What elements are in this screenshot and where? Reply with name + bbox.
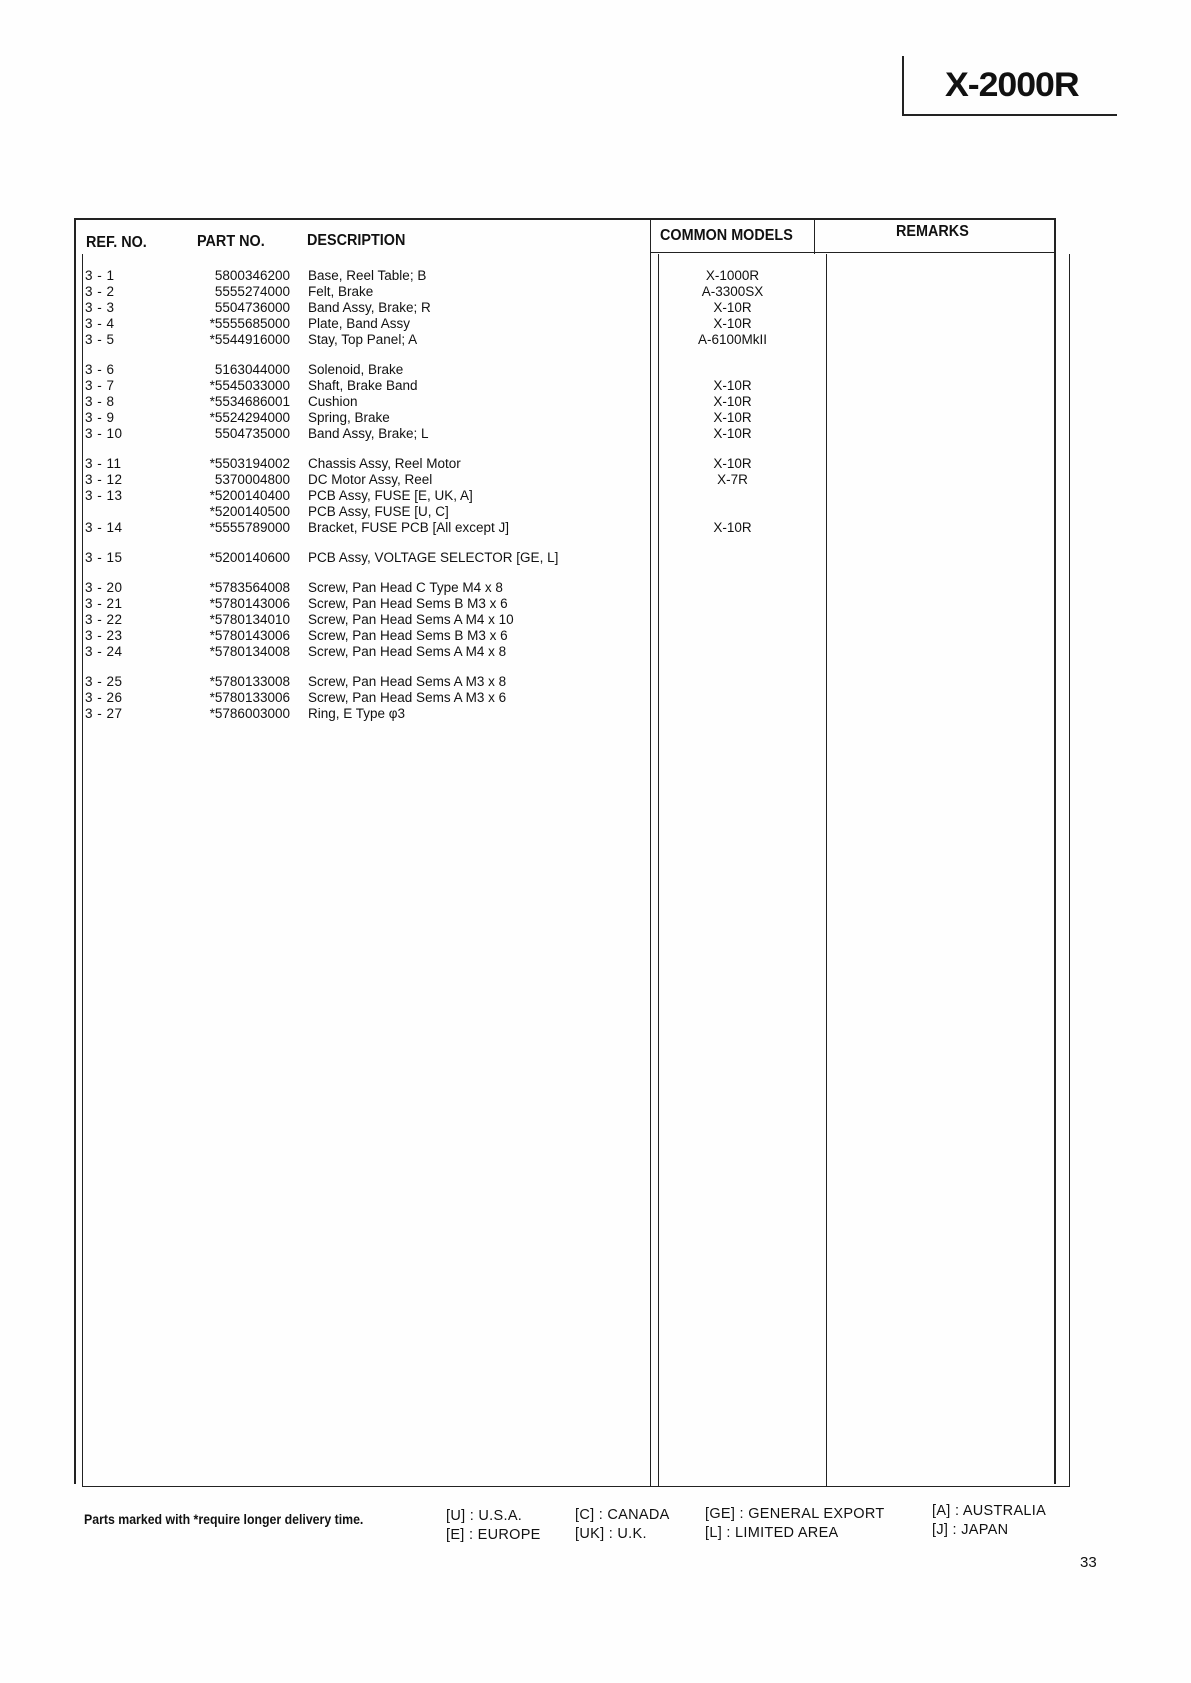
ref-no-cell: 3 - 23 <box>85 628 123 643</box>
description-cell: Bracket, FUSE PCB [All except J] <box>308 520 510 535</box>
legend-item: [J] : JAPAN <box>932 1522 1009 1538</box>
legend-item: [C] : CANADA <box>575 1507 670 1523</box>
ref-no-cell: 3 - 2 <box>85 284 115 299</box>
table-row <box>0 550 1191 566</box>
description-cell: Plate, Band Assy <box>308 316 411 331</box>
part-no-cell: *5780143006 <box>209 596 290 611</box>
ref-no-cell: 3 - 14 <box>85 520 123 535</box>
table-row <box>0 488 1191 504</box>
part-no-cell: *5786003000 <box>209 706 290 721</box>
header-common-models: COMMON MODELS <box>660 227 793 244</box>
ref-no-cell: 3 - 21 <box>85 596 123 611</box>
common-model-cell: X-10R <box>713 378 752 393</box>
description-cell: Solenoid, Brake <box>308 362 404 377</box>
description-cell: Screw, Pan Head Sems A M3 x 8 <box>308 674 507 689</box>
part-no-cell: *5200140400 <box>209 488 290 503</box>
ref-no-cell: 3 - 4 <box>85 316 115 331</box>
table-row <box>0 628 1191 644</box>
description-cell: Screw, Pan Head Sems A M4 x 8 <box>308 644 507 659</box>
table-body <box>0 268 1191 722</box>
delivery-note: Parts marked with *require longer delivery time. <box>84 1511 364 1527</box>
ref-no-cell: 3 - 1 <box>85 268 115 283</box>
ref-no-cell: 3 - 11 <box>85 456 122 471</box>
description-cell: Spring, Brake <box>308 410 390 425</box>
table-row <box>0 394 1191 410</box>
table-row <box>0 300 1191 316</box>
part-no-cell: *5200140500 <box>209 504 290 519</box>
ref-no-cell: 3 - 8 <box>85 394 115 409</box>
legend-item: [UK] : U.K. <box>575 1526 647 1542</box>
table-row <box>0 690 1191 706</box>
ref-no-cell: 3 - 20 <box>85 580 123 595</box>
part-no-cell: *5524294000 <box>209 410 290 425</box>
region-legend-col-1 <box>446 1507 541 1545</box>
header-rule <box>650 252 1056 253</box>
table-row <box>0 644 1191 660</box>
part-no-cell: *5503194002 <box>209 456 290 471</box>
description-cell: Screw, Pan Head C Type M4 x 8 <box>308 580 503 595</box>
common-model-cell: X-10R <box>713 394 752 409</box>
common-model-cell: X-7R <box>717 472 748 487</box>
part-no-cell: 5555274000 <box>214 284 290 299</box>
legend-item: [L] : LIMITED AREA <box>705 1525 839 1541</box>
ref-no-cell: 3 - 13 <box>85 488 123 503</box>
page-number: 33 <box>1080 1554 1097 1571</box>
common-model-cell: X-10R <box>713 456 752 471</box>
part-no-cell: *5780134010 <box>209 612 290 627</box>
ref-no-cell: 3 - 15 <box>85 550 123 565</box>
description-cell: Ring, E Type φ3 <box>308 706 406 721</box>
description-cell: PCB Assy, FUSE [E, UK, A] <box>308 488 473 503</box>
part-no-cell: 5163044000 <box>214 362 290 377</box>
table-row <box>0 596 1191 612</box>
description-cell: Shaft, Brake Band <box>308 378 418 393</box>
header-ref-no: REF. NO. <box>86 234 147 251</box>
part-no-cell: *5783564008 <box>209 580 290 595</box>
description-cell: PCB Assy, VOLTAGE SELECTOR [GE, L] <box>308 550 559 565</box>
ref-no-cell: 3 - 7 <box>85 378 115 393</box>
description-cell: Screw, Pan Head Sems B M3 x 6 <box>308 596 508 611</box>
description-cell: Chassis Assy, Reel Motor <box>308 456 461 471</box>
part-no-cell: *5780133006 <box>209 690 290 705</box>
model-title: X-2000R <box>945 66 1079 104</box>
description-cell: Screw, Pan Head Sems B M3 x 6 <box>308 628 508 643</box>
table-row <box>0 674 1191 690</box>
ref-no-cell: 3 - 6 <box>85 362 115 377</box>
part-no-cell: 5370004800 <box>214 472 290 487</box>
region-legend-col-3 <box>705 1505 885 1543</box>
legend-item: [U] : U.S.A. <box>446 1508 523 1524</box>
common-model-cell: X-10R <box>713 410 752 425</box>
description-cell: Band Assy, Brake; L <box>308 426 429 441</box>
region-legend-col-4 <box>932 1502 1046 1540</box>
table-row <box>0 332 1191 348</box>
ref-no-cell: 3 - 27 <box>85 706 123 721</box>
ref-no-cell: 3 - 24 <box>85 644 123 659</box>
description-cell: Felt, Brake <box>308 284 374 299</box>
table-row <box>0 284 1191 300</box>
common-model-cell: X-10R <box>713 426 752 441</box>
legend-item: [E] : EUROPE <box>446 1527 541 1543</box>
table-row <box>0 316 1191 332</box>
part-no-cell: 5504735000 <box>214 426 290 441</box>
part-no-cell: *5780134008 <box>209 644 290 659</box>
description-cell: PCB Assy, FUSE [U, C] <box>308 504 449 519</box>
region-legend-col-2 <box>575 1506 670 1544</box>
part-no-cell: 5800346200 <box>214 268 290 283</box>
table-row <box>0 612 1191 628</box>
common-model-cell: A-6100MkII <box>697 332 768 347</box>
table-row <box>0 362 1191 378</box>
table-row <box>0 504 1191 520</box>
description-cell: Screw, Pan Head Sems A M4 x 10 <box>308 612 514 627</box>
part-no-cell: *5555789000 <box>209 520 290 535</box>
description-cell: Band Assy, Brake; R <box>308 300 431 315</box>
header-part-no: PART NO. <box>197 233 265 250</box>
description-cell: Stay, Top Panel; A <box>308 332 418 347</box>
table-row <box>0 706 1191 722</box>
description-cell: Cushion <box>308 394 358 409</box>
ref-no-cell: 3 - 3 <box>85 300 115 315</box>
header-remarks: REMARKS <box>896 223 969 240</box>
common-model-cell: X-1000R <box>705 268 760 283</box>
common-model-cell: X-10R <box>713 520 752 535</box>
ref-no-cell: 3 - 25 <box>85 674 123 689</box>
table-row <box>0 268 1191 284</box>
common-model-cell: X-10R <box>713 300 752 315</box>
ref-no-cell: 3 - 12 <box>85 472 123 487</box>
common-model-cell: X-10R <box>713 316 752 331</box>
common-model-cell: A-3300SX <box>701 284 764 299</box>
ref-no-cell: 3 - 26 <box>85 690 123 705</box>
table-row <box>0 520 1191 536</box>
description-cell: DC Motor Assy, Reel <box>308 472 433 487</box>
ref-no-cell: 3 - 9 <box>85 410 115 425</box>
description-cell: Base, Reel Table; B <box>308 268 427 283</box>
description-cell: Screw, Pan Head Sems A M3 x 6 <box>308 690 507 705</box>
part-no-cell: *5780143006 <box>209 628 290 643</box>
part-no-cell: *5555685000 <box>209 316 290 331</box>
legend-item: [A] : AUSTRALIA <box>932 1503 1047 1519</box>
table-row <box>0 410 1191 426</box>
ref-no-cell: 3 - 5 <box>85 332 115 347</box>
ref-no-cell: 3 - 10 <box>85 426 123 441</box>
ref-no-cell: 3 - 22 <box>85 612 123 627</box>
table-row <box>0 580 1191 596</box>
legend-item: [GE] : GENERAL EXPORT <box>705 1506 885 1522</box>
column-divider <box>814 218 815 254</box>
header-description: DESCRIPTION <box>307 232 406 249</box>
part-no-cell: *5200140600 <box>209 550 290 565</box>
table-row <box>0 472 1191 488</box>
table-row <box>0 456 1191 472</box>
part-no-cell: *5544916000 <box>209 332 290 347</box>
table-bottom-rule <box>82 1486 1070 1487</box>
part-no-cell: *5545033000 <box>209 378 290 393</box>
table-row <box>0 378 1191 394</box>
table-row <box>0 426 1191 442</box>
part-no-cell: *5780133008 <box>209 674 290 689</box>
part-no-cell: *5534686001 <box>209 394 290 409</box>
part-no-cell: 5504736000 <box>214 300 290 315</box>
